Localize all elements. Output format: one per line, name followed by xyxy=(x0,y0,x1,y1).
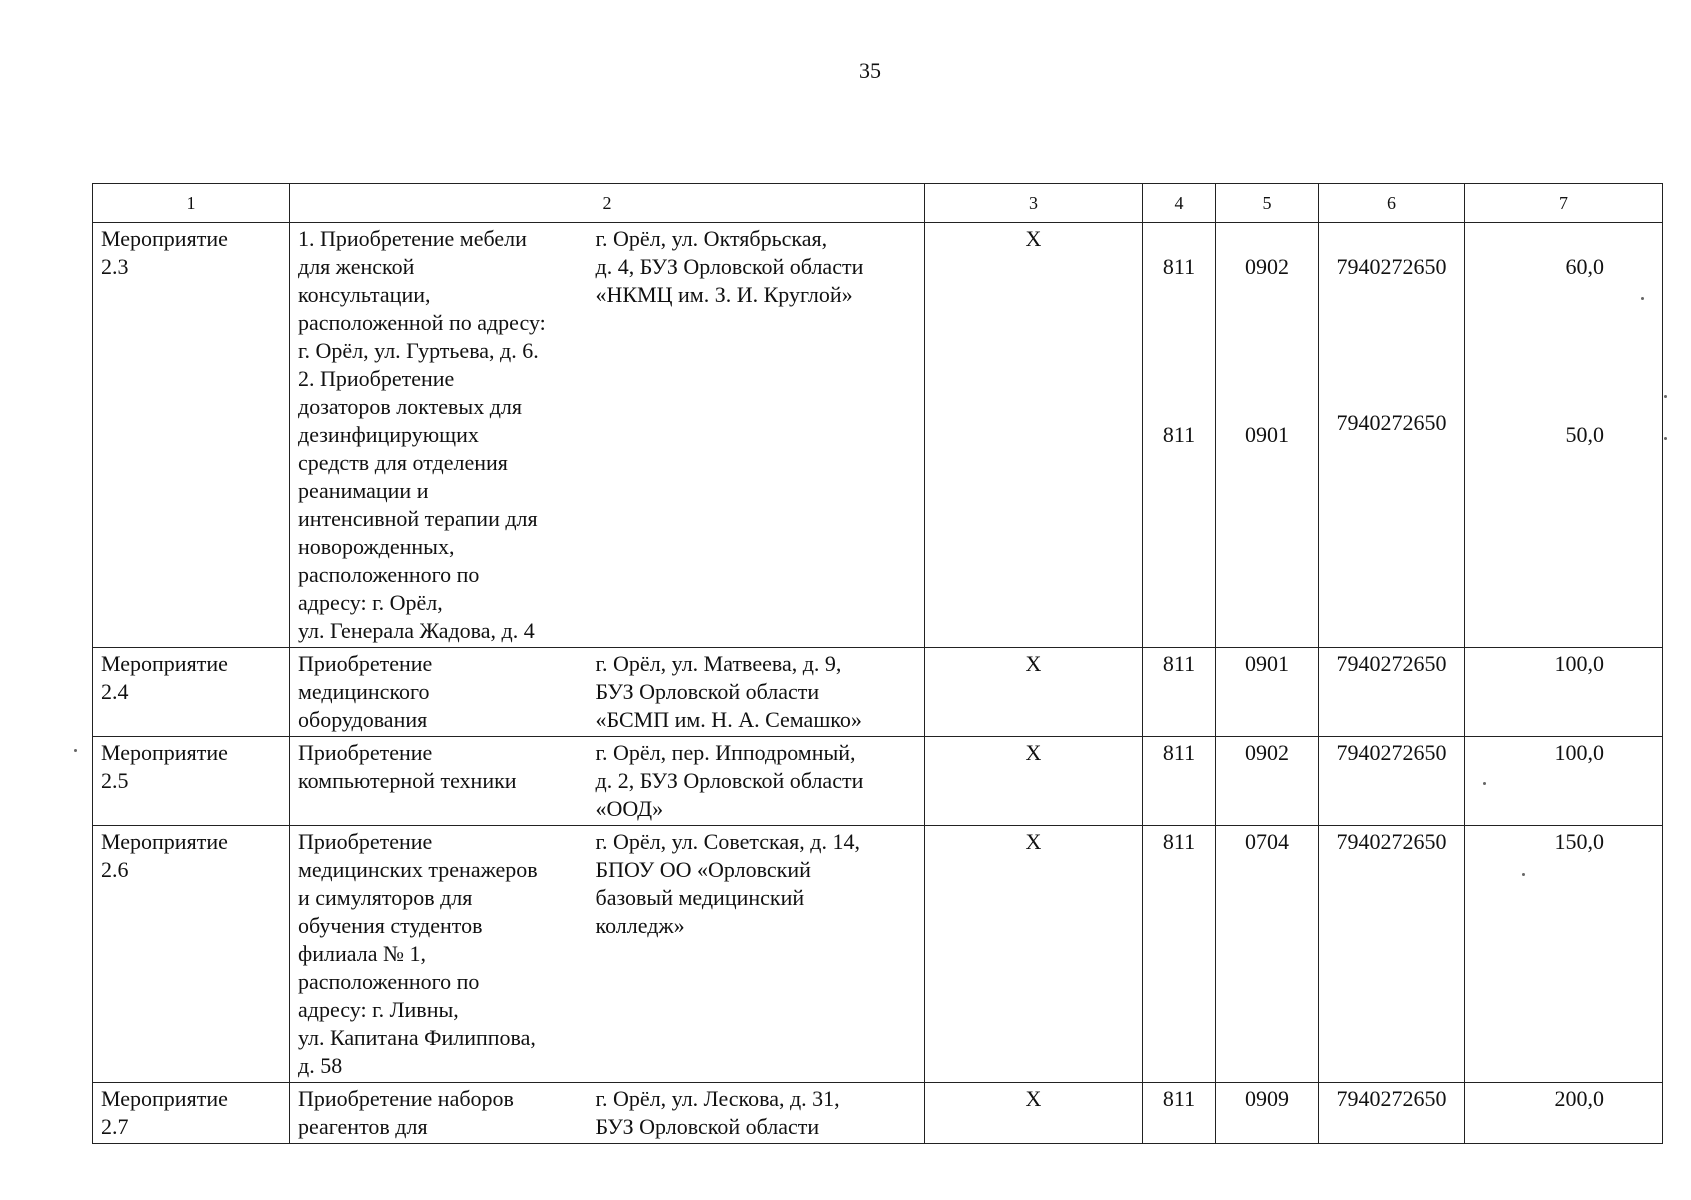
scan-speck xyxy=(1664,395,1667,398)
amount-cell: 150,0 xyxy=(1465,826,1663,1083)
header-col-6: 6 xyxy=(1319,184,1465,223)
scan-speck xyxy=(1664,437,1667,440)
code-6-cell xyxy=(1319,223,1465,648)
scan-speck xyxy=(1483,782,1486,785)
amount-value: 60,0 xyxy=(1565,254,1604,279)
location-cell: г. Орёл, ул. Советская, д. 14, БПОУ ОО «Орловский базовый медицинский колледж» xyxy=(588,826,925,1083)
header-col-2: 2 xyxy=(290,184,925,223)
table-row xyxy=(93,1083,1663,1144)
header-col-1: 1 xyxy=(93,184,290,223)
location-cell: г. Орёл, пер. Ипподромный, д. 2, БУЗ Орловской области «ООД» xyxy=(588,737,925,826)
code-5-cell: 0909 xyxy=(1216,1083,1319,1144)
code-6-cell: 7940272650 xyxy=(1319,1083,1465,1144)
code-4-cell: 811 xyxy=(1143,826,1216,1083)
amount-cell: 100,0 xyxy=(1465,648,1663,737)
description-cell: Приобретение компьютерной техники xyxy=(290,737,588,826)
description-cell: Приобретение медицинского оборудования xyxy=(290,648,588,737)
scan-speck xyxy=(1522,873,1525,876)
location-cell: г. Орёл, ул. Матвеева, д. 9, БУЗ Орловской области «БСМП им. Н. А. Семашко» xyxy=(588,648,925,737)
mark-cell: Х xyxy=(925,223,1143,648)
mark-cell: Х xyxy=(925,1083,1143,1144)
mark-cell: Х xyxy=(925,648,1143,737)
table-row xyxy=(93,826,1663,1083)
code-6-value: 7940272650 xyxy=(1336,254,1447,279)
description-cell: Приобретение наборов реагентов для xyxy=(290,1083,588,1144)
mark-cell: Х xyxy=(925,826,1143,1083)
code-6-cell: 7940272650 xyxy=(1319,648,1465,737)
header-col-4: 4 xyxy=(1143,184,1216,223)
code-5-cell: 0901 xyxy=(1216,648,1319,737)
header-col-3: 3 xyxy=(925,184,1143,223)
code-4-cell: 811 xyxy=(1143,648,1216,737)
code-4-cell: 811 xyxy=(1143,737,1216,826)
code-4-value: 811 xyxy=(1162,422,1196,447)
description-cell: Приобретение медицинских тренажеров и симуляторов для обучения студентов филиала № 1, расположенного по адресу: г. Ливны, ул. Капитана Филиппова, д. 58 xyxy=(290,826,588,1083)
budget-table xyxy=(92,183,1663,1144)
page-number: 35 xyxy=(859,58,881,83)
code-5-cell: 0902 xyxy=(1216,737,1319,826)
code-4-cell: 811 xyxy=(1143,1083,1216,1144)
code-5-cell: 0704 xyxy=(1216,826,1319,1083)
scan-speck xyxy=(1641,297,1644,300)
description-cell: 1. Приобретение мебели для женской консультации, расположенной по адресу: г. Орёл, ул. Гуртьева, д. 6. 2. Приобретение дозаторов локтевых для дезинфицирующих средств для отделения реанимации и интенсивной терапии для новорожденных, расположенного по адресу: г. Орёл, ул. Генерала Жадова, д. 4 xyxy=(290,223,588,648)
table-row xyxy=(93,223,1663,648)
code-5-value: 0902 xyxy=(1245,254,1289,279)
table-row xyxy=(93,648,1663,737)
code-6-cell: 7940272650 xyxy=(1319,826,1465,1083)
header-col-7: 7 xyxy=(1465,184,1663,223)
code-4-value: 811 xyxy=(1162,254,1196,279)
location-cell: г. Орёл, ул. Лескова, д. 31, БУЗ Орловской области xyxy=(588,1083,925,1144)
code-6-cell: 7940272650 xyxy=(1319,737,1465,826)
scan-speck xyxy=(74,749,77,752)
event-cell: Мероприятие 2.6 xyxy=(93,826,290,1083)
amount-value: 50,0 xyxy=(1565,422,1604,447)
event-cell: Мероприятие 2.5 xyxy=(93,737,290,826)
code-6-value: 7940272650 xyxy=(1336,410,1447,435)
event-cell: Мероприятие 2.7 xyxy=(93,1083,290,1144)
mark-cell: Х xyxy=(925,737,1143,826)
code-5-cell xyxy=(1216,223,1319,648)
amount-cell: 200,0 xyxy=(1465,1083,1663,1144)
event-cell: Мероприятие 2.4 xyxy=(93,648,290,737)
amount-cell xyxy=(1465,223,1663,648)
event-cell: Мероприятие 2.3 xyxy=(93,223,290,648)
location-cell: г. Орёл, ул. Октябрьская, д. 4, БУЗ Орловской области «НКМЦ им. З. И. Круглой» xyxy=(588,223,925,648)
amount-cell: 100,0 xyxy=(1465,737,1663,826)
table-row xyxy=(93,737,1663,826)
header-col-5: 5 xyxy=(1216,184,1319,223)
code-4-cell xyxy=(1143,223,1216,648)
table-header-row xyxy=(93,184,1663,223)
code-5-value: 0901 xyxy=(1245,422,1289,447)
